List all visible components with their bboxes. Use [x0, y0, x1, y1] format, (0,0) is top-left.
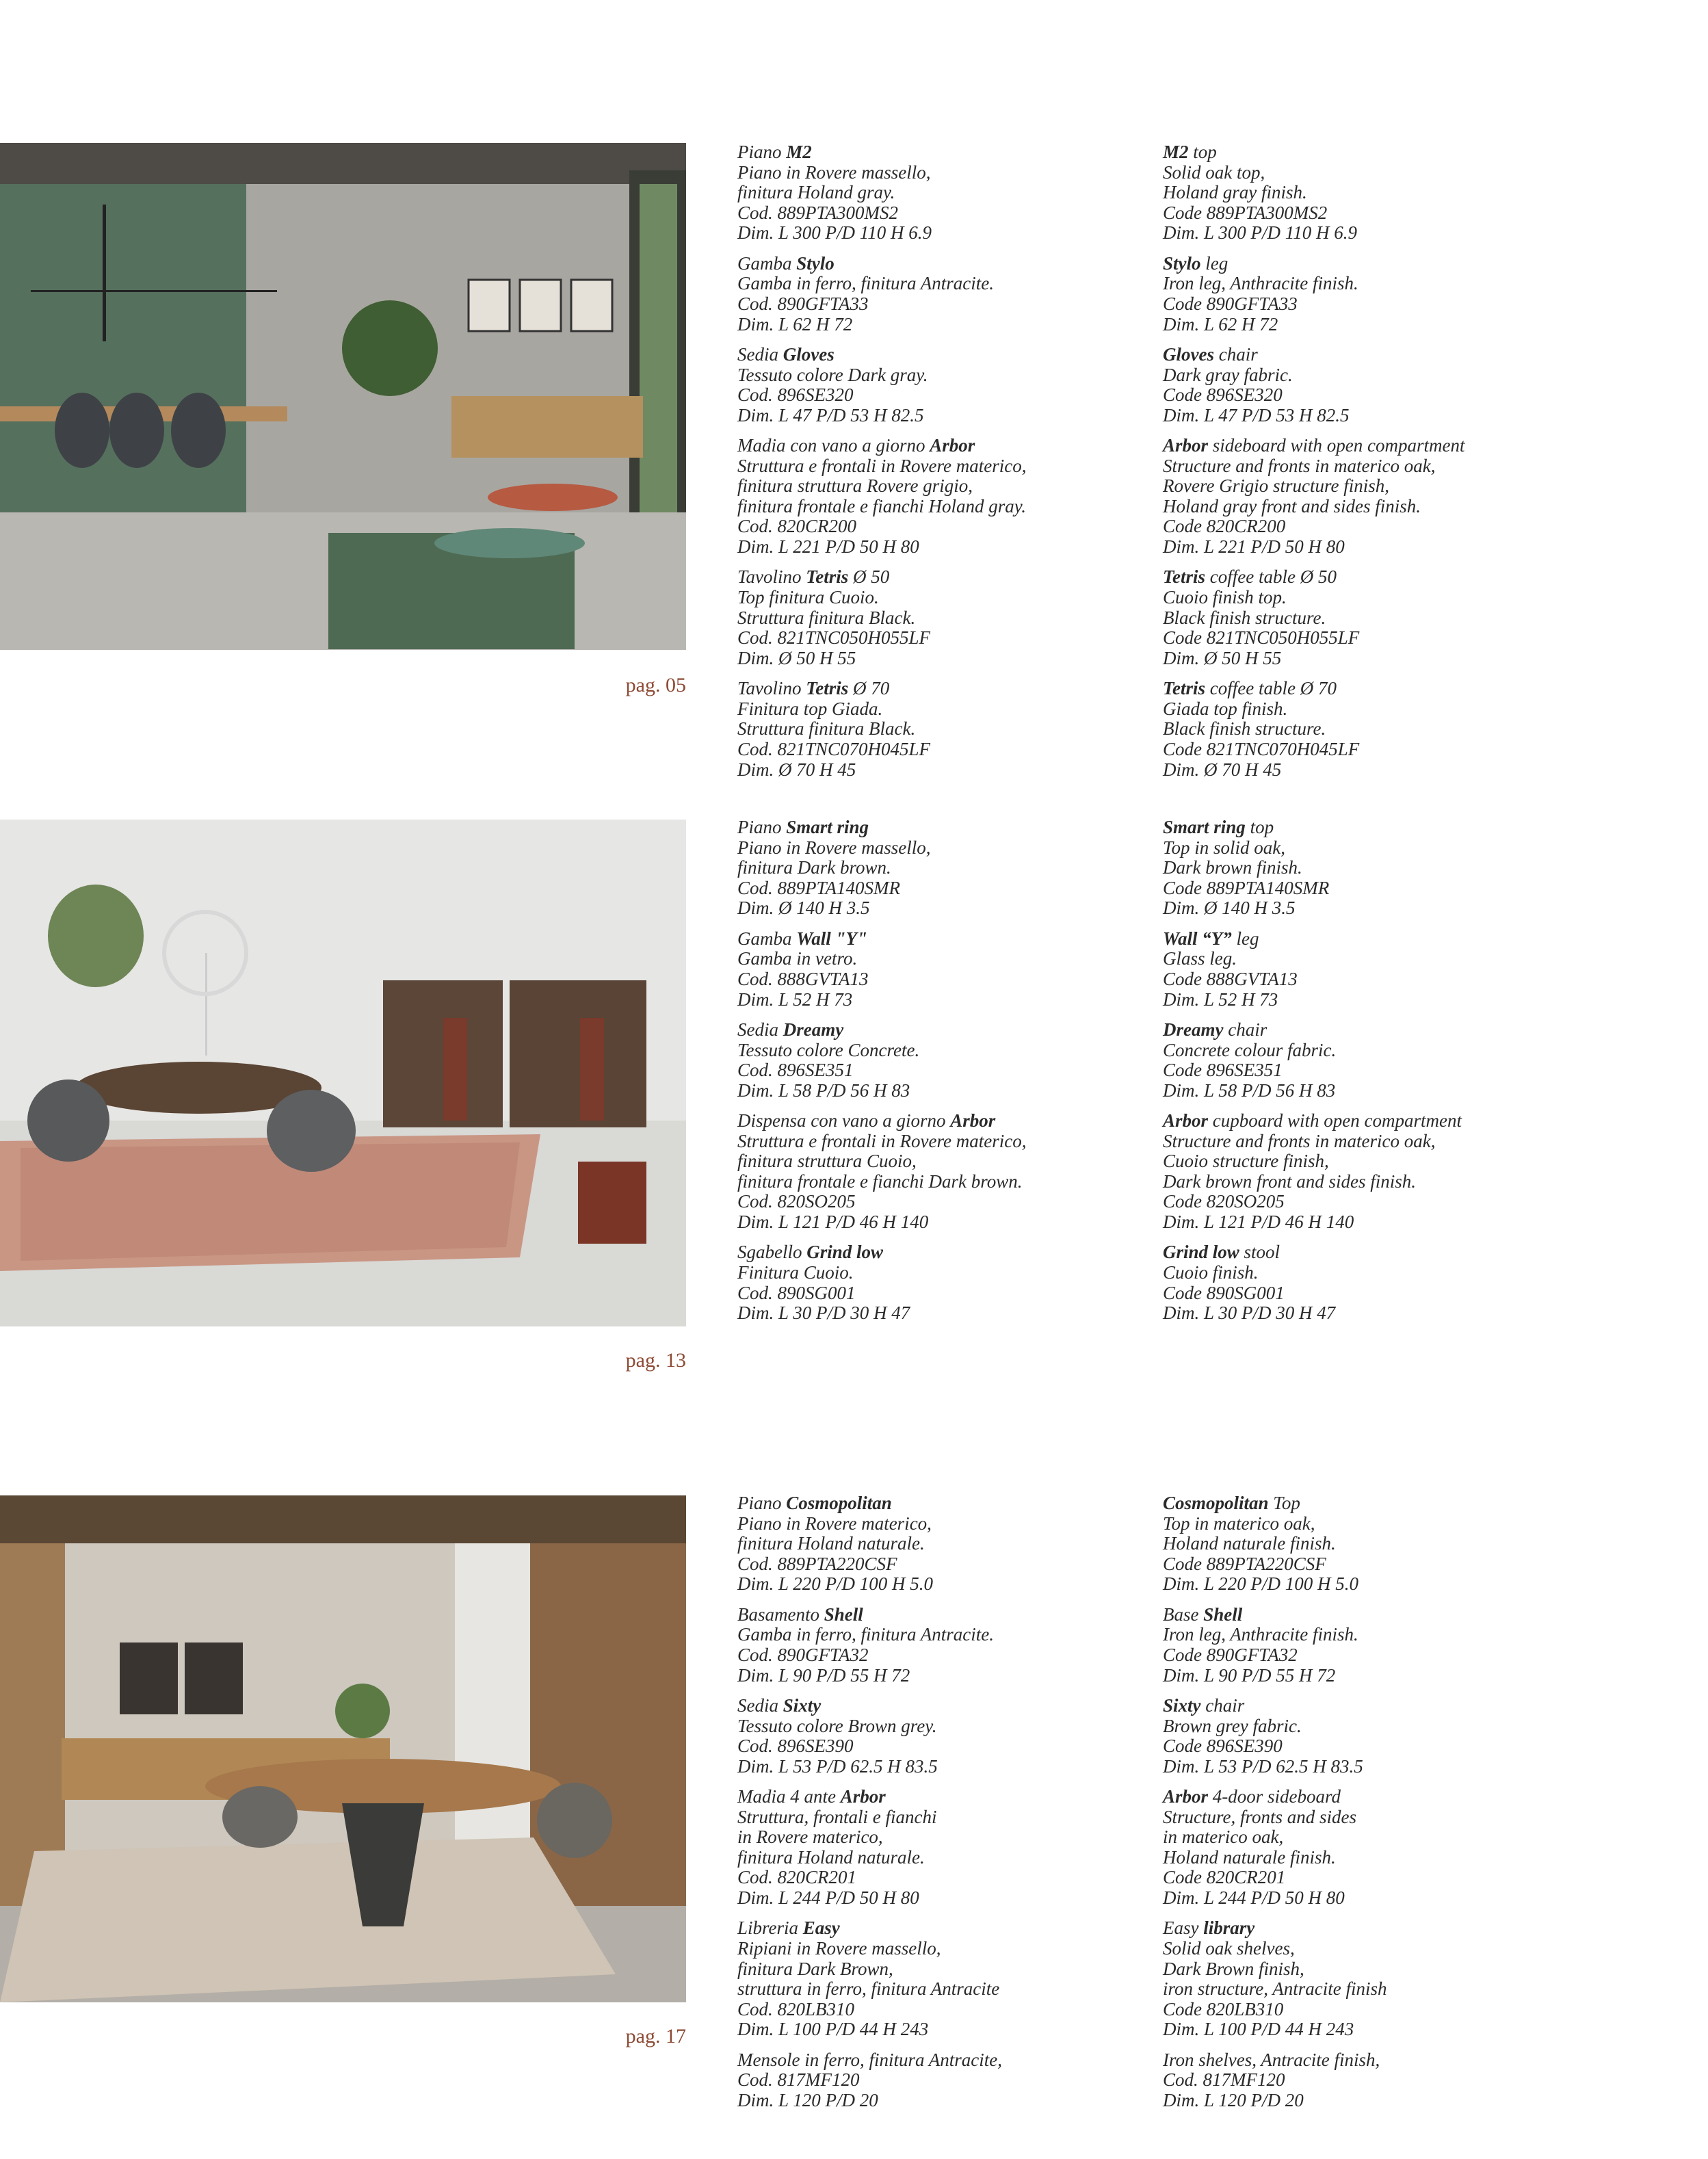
entry-heading: Arbor 4-door sideboard: [1163, 1786, 1341, 1807]
product-list-english: [1163, 817, 1573, 1334]
entry-heading: M2 top: [1163, 142, 1217, 162]
product-entry: [737, 817, 1148, 919]
entry-line: Dim. L 300 P/D 110 H 6.9: [737, 222, 932, 244]
entry-line: Cuoio finish top.: [1163, 587, 1287, 608]
entry-line: Structure and fronts in materico oak,: [1163, 455, 1436, 476]
entry-line: finitura Holand gray.: [737, 182, 895, 203]
entry-heading: Sixty chair: [1163, 1695, 1245, 1716]
entry-heading: Sedia Sixty: [737, 1695, 822, 1716]
product-entry: [1163, 142, 1573, 244]
entry-line: Holand naturale finish.: [1163, 1846, 1336, 1868]
entry-line: Dim. Ø 50 H 55: [737, 647, 856, 668]
entry-line: Dim. L 47 P/D 53 H 82.5: [737, 404, 924, 426]
entry-heading: Easy library: [1163, 1918, 1255, 1939]
entry-heading: Piano M2: [737, 142, 812, 162]
room-photo-dining-oval-table: [0, 1495, 686, 2002]
entry-line: Dark Brown finish,: [1163, 1958, 1304, 1979]
entry-line: finitura frontale e fianchi Dark brown.: [737, 1170, 1023, 1192]
product-entry: [1163, 1111, 1573, 1233]
product-entry: [1163, 929, 1573, 1010]
entry-line: Dim. L 220 P/D 100 H 5.0: [1163, 1573, 1359, 1595]
entry-line: Solid oak shelves,: [1163, 1938, 1295, 1959]
entry-line: Iron leg, Anthracite finish.: [1163, 273, 1358, 294]
entry-heading: Base Shell: [1163, 1604, 1243, 1625]
entry-heading: Tetris coffee table Ø 50: [1163, 566, 1337, 588]
entry-line: finitura Holand naturale.: [737, 1846, 925, 1868]
product-entry: [737, 1696, 1148, 1777]
product-entry: [737, 1493, 1148, 1595]
entry-line: Dim. L 30 P/D 30 H 47: [737, 1303, 910, 1324]
entry-heading: Tavolino Tetris Ø 50: [737, 566, 890, 588]
entry-line: Code 820LB310: [1163, 1998, 1284, 2019]
entry-line: Dark brown front and sides finish.: [1163, 1170, 1417, 1192]
entry-line: finitura frontale e fianchi Holand gray.: [737, 495, 1026, 516]
entry-heading: Arbor sideboard with open compartment: [1163, 435, 1465, 456]
entry-line: Black finish structure.: [1163, 607, 1326, 628]
entry-line: Tessuto colore Dark gray.: [737, 364, 928, 385]
entry-line: Struttura finitura Black.: [737, 607, 916, 628]
entry-line: Dim. L 30 P/D 30 H 47: [1163, 1303, 1336, 1324]
product-entry: [737, 254, 1148, 335]
product-entry: [737, 1020, 1148, 1101]
entry-line: Cod. 888GVTA13: [737, 968, 869, 989]
product-entry: [1163, 817, 1573, 919]
entry-line: Dim. L 221 P/D 50 H 80: [737, 536, 919, 558]
entry-heading: Arbor cupboard with open compartment: [1163, 1110, 1462, 1131]
entry-line: Dim. Ø 50 H 55: [1163, 647, 1282, 668]
entry-line: Dim. L 58 P/D 56 H 83: [1163, 1080, 1336, 1101]
entry-line: Cod. 820CR200: [737, 516, 857, 537]
entry-line: Cod. 821TNC070H045LF: [737, 739, 931, 760]
entry-line: Structure and fronts in materico oak,: [1163, 1130, 1436, 1151]
product-entry: [1163, 254, 1573, 335]
entry-line: Dim. L 90 P/D 55 H 72: [1163, 1664, 1336, 1686]
entry-line: Dim. L 52 H 73: [737, 989, 853, 1010]
entry-heading: Cosmopolitan Top: [1163, 1493, 1300, 1513]
entry-line: Piano in Rovere materico,: [737, 1513, 932, 1534]
entry-line: in Rovere materico,: [737, 1827, 883, 1848]
product-list-italian: [737, 1493, 1148, 2121]
entry-line: Code 889PTA140SMR: [1163, 877, 1330, 898]
entry-heading: Smart ring top: [1163, 817, 1274, 837]
entry-line: Code 890GFTA33: [1163, 293, 1298, 314]
product-entry: [737, 929, 1148, 1010]
product-entry: [1163, 1493, 1573, 1595]
entry-line: Structure, fronts and sides: [1163, 1806, 1356, 1827]
entry-line: Dim. L 244 P/D 50 H 80: [737, 1887, 919, 1909]
product-entry: [737, 1605, 1148, 1686]
entry-line: Concrete colour fabric.: [1163, 1039, 1337, 1060]
product-entry: [737, 1918, 1148, 2040]
entry-line: Piano in Rovere massello,: [737, 837, 931, 858]
product-list-english: [1163, 1493, 1573, 2121]
entry-line: Dim. Ø 140 H 3.5: [1163, 898, 1296, 919]
entry-line: Top in solid oak,: [1163, 837, 1286, 858]
entry-heading: Gamba Wall "Y": [737, 928, 867, 949]
entry-heading: Dispensa con vano a giorno Arbor: [737, 1110, 996, 1131]
room-photo-dining-round-table: [0, 820, 686, 1326]
product-entry: [737, 436, 1148, 558]
entry-line: Holand gray finish.: [1163, 182, 1307, 203]
entry-line: Code 820CR200: [1163, 516, 1286, 537]
entry-line: Dim. L 90 P/D 55 H 72: [737, 1664, 910, 1686]
entry-line: Cod. 890SG001: [737, 1282, 856, 1303]
entry-line: Rovere Grigio structure finish,: [1163, 475, 1389, 497]
product-entry: [737, 1787, 1148, 1909]
product-entry: [1163, 1242, 1573, 1323]
entry-heading: Wall “Y” leg: [1163, 928, 1259, 949]
entry-line: finitura struttura Rovere grigio,: [737, 475, 973, 497]
entry-line: Dim. Ø 70 H 45: [737, 759, 856, 780]
entry-heading: Tetris coffee table Ø 70: [1163, 678, 1337, 699]
entry-line: Dim. L 53 P/D 62.5 H 83.5: [1163, 1755, 1363, 1777]
entry-line: Dark brown finish.: [1163, 857, 1302, 878]
page-ref-label: pag. 13: [625, 1349, 686, 1372]
entry-line: Dim. L 47 P/D 53 H 82.5: [1163, 404, 1350, 426]
product-entry: [1163, 1020, 1573, 1101]
entry-line: Code 896SE390: [1163, 1736, 1283, 1757]
product-entry: [737, 679, 1148, 780]
entry-line: Cod. 896SE351: [737, 1060, 854, 1081]
entry-line: Cod. 896SE390: [737, 1736, 854, 1757]
entry-line: Dim. L 120 P/D 20: [737, 2090, 878, 2111]
entry-heading: Madia 4 ante Arbor: [737, 1786, 886, 1807]
entry-heading: Stylo leg: [1163, 252, 1229, 274]
product-entry: [1163, 1605, 1573, 1686]
entry-line: Struttura finitura Black.: [737, 718, 916, 740]
entry-heading: Gloves chair: [1163, 343, 1258, 365]
entry-heading: Sedia Gloves: [737, 343, 835, 365]
entry-line: Dim. L 121 P/D 46 H 140: [1163, 1212, 1354, 1233]
entry-line: struttura in ferro, finitura Antracite: [737, 1978, 1000, 2000]
entry-heading: Piano Cosmopolitan: [737, 1493, 892, 1513]
entry-line: Cod. 890GFTA33: [737, 293, 869, 314]
entry-line: in materico oak,: [1163, 1827, 1284, 1848]
entry-line: Code 820CR201: [1163, 1867, 1286, 1888]
entry-line: Code 820SO205: [1163, 1191, 1285, 1212]
entry-line: Tessuto colore Brown grey.: [737, 1715, 937, 1736]
entry-line: Top finitura Cuoio.: [737, 587, 879, 608]
entry-line: Dim. L 62 H 72: [1163, 313, 1278, 335]
entry-line: Cod. 817MF120: [737, 2069, 860, 2091]
entry-line: Cod. 896SE320: [737, 384, 854, 406]
entry-heading: Iron shelves, Antracite finish,: [1163, 2049, 1380, 2070]
entry-line: Dim. L 221 P/D 50 H 80: [1163, 536, 1345, 558]
entry-heading: Tavolino Tetris Ø 70: [737, 678, 890, 699]
page-ref-label: pag. 05: [625, 674, 686, 696]
entry-line: Dim. L 52 H 73: [1163, 989, 1278, 1010]
entry-heading: Grind low stool: [1163, 1242, 1280, 1263]
entry-line: Code 889PTA300MS2: [1163, 202, 1328, 223]
entry-heading: Libreria Easy: [737, 1918, 840, 1939]
entry-line: Gamba in ferro, finitura Antracite.: [737, 273, 994, 294]
entry-line: Dim. L 121 P/D 46 H 140: [737, 1212, 929, 1233]
entry-line: Dim. L 58 P/D 56 H 83: [737, 1080, 910, 1101]
entry-line: Iron leg, Anthracite finish.: [1163, 1624, 1358, 1645]
entry-heading: Sgabello Grind low: [737, 1242, 884, 1263]
entry-line: Code 896SE320: [1163, 384, 1283, 406]
product-entry: [737, 567, 1148, 668]
product-entry: [1163, 1787, 1573, 1909]
product-entry: [1163, 679, 1573, 780]
product-entry: [1163, 1918, 1573, 2040]
entry-line: Cod. 817MF120: [1163, 2069, 1285, 2091]
entry-line: Dim. L 53 P/D 62.5 H 83.5: [737, 1755, 938, 1777]
entry-line: Cod. 890GFTA32: [737, 1644, 869, 1665]
entry-line: Dim. L 300 P/D 110 H 6.9: [1163, 222, 1358, 244]
entry-line: Finitura Cuoio.: [737, 1262, 854, 1283]
entry-heading: Mensole in ferro, finitura Antracite,: [737, 2049, 1002, 2070]
entry-line: Gamba in vetro.: [737, 948, 858, 969]
entry-line: Dim. L 62 H 72: [737, 313, 853, 335]
product-entry: [1163, 436, 1573, 558]
entry-line: Holand gray front and sides finish.: [1163, 495, 1421, 516]
entry-line: Dark gray fabric.: [1163, 364, 1293, 385]
entry-line: Code 821TNC050H055LF: [1163, 627, 1360, 649]
entry-line: Dim. L 244 P/D 50 H 80: [1163, 1887, 1345, 1909]
entry-line: Code 888GVTA13: [1163, 968, 1298, 989]
entry-line: Giada top finish.: [1163, 698, 1288, 719]
entry-line: Dim. L 100 P/D 44 H 243: [737, 2019, 929, 2040]
entry-line: Cod. 820CR201: [737, 1867, 857, 1888]
entry-line: Cuoio structure finish,: [1163, 1151, 1329, 1172]
entry-line: Struttura e frontali in Rovere materico,: [737, 1130, 1027, 1151]
entry-line: Cod. 821TNC050H055LF: [737, 627, 931, 649]
entry-line: finitura Dark brown.: [737, 857, 891, 878]
product-entry: [737, 1111, 1148, 1233]
entry-line: Finitura top Giada.: [737, 698, 883, 719]
entry-line: Ripiani in Rovere massello,: [737, 1938, 941, 1959]
product-list-english: [1163, 142, 1573, 790]
entry-heading: Basamento Shell: [737, 1604, 863, 1625]
entry-line: Tessuto colore Concrete.: [737, 1039, 920, 1060]
product-entry: [1163, 567, 1573, 668]
entry-line: Cod. 889PTA140SMR: [737, 877, 900, 898]
entry-line: Glass leg.: [1163, 948, 1237, 969]
entry-line: Code 896SE351: [1163, 1060, 1283, 1081]
entry-line: Cuoio finish.: [1163, 1262, 1259, 1283]
product-list-italian: [737, 142, 1148, 790]
entry-line: Code 889PTA220CSF: [1163, 1553, 1326, 1574]
entry-line: Struttura e frontali in Rovere materico,: [737, 455, 1027, 476]
product-entry: [737, 142, 1148, 244]
entry-line: Dim. L 100 P/D 44 H 243: [1163, 2019, 1354, 2040]
product-entry: [1163, 2050, 1573, 2111]
entry-heading: Sedia Dreamy: [737, 1019, 844, 1040]
entry-line: Top in materico oak,: [1163, 1513, 1315, 1534]
entry-line: Dim. L 220 P/D 100 H 5.0: [737, 1573, 934, 1595]
product-entry: [737, 345, 1148, 426]
entry-line: Piano in Rovere massello,: [737, 161, 931, 183]
entry-line: Dim. Ø 140 H 3.5: [737, 898, 870, 919]
entry-line: Code 890SG001: [1163, 1282, 1285, 1303]
product-entry: [1163, 1696, 1573, 1777]
entry-line: Gamba in ferro, finitura Antracite.: [737, 1624, 994, 1645]
entry-line: Cod. 889PTA220CSF: [737, 1553, 897, 1574]
room-photo-dining-green-wall: [0, 143, 686, 650]
entry-heading: Gamba Stylo: [737, 252, 835, 274]
entry-line: Struttura, frontali e fianchi: [737, 1806, 937, 1827]
entry-line: Dim. L 120 P/D 20: [1163, 2090, 1304, 2111]
entry-line: Black finish structure.: [1163, 718, 1326, 740]
product-entry: [737, 1242, 1148, 1323]
entry-line: Cod. 889PTA300MS2: [737, 202, 898, 223]
entry-heading: Dreamy chair: [1163, 1019, 1267, 1040]
entry-heading: Madia con vano a giorno Arbor: [737, 435, 975, 456]
entry-line: finitura Dark Brown,: [737, 1958, 893, 1979]
entry-line: Code 890GFTA32: [1163, 1644, 1298, 1665]
entry-line: Cod. 820SO205: [737, 1191, 856, 1212]
entry-line: finitura struttura Cuoio,: [737, 1151, 917, 1172]
entry-line: Holand naturale finish.: [1163, 1533, 1336, 1554]
entry-line: Brown grey fabric.: [1163, 1715, 1302, 1736]
entry-line: Solid oak top,: [1163, 161, 1265, 183]
product-entry: [737, 2050, 1148, 2111]
entry-heading: Piano Smart ring: [737, 817, 869, 837]
entry-line: Code 821TNC070H045LF: [1163, 739, 1360, 760]
product-entry: [1163, 345, 1573, 426]
entry-line: finitura Holand naturale.: [737, 1533, 925, 1554]
entry-line: iron structure, Antracite finish: [1163, 1978, 1387, 2000]
product-list-italian: [737, 817, 1148, 1334]
page-ref-label: pag. 17: [625, 2025, 686, 2047]
entry-line: Dim. Ø 70 H 45: [1163, 759, 1282, 780]
entry-line: Cod. 820LB310: [737, 1998, 855, 2019]
